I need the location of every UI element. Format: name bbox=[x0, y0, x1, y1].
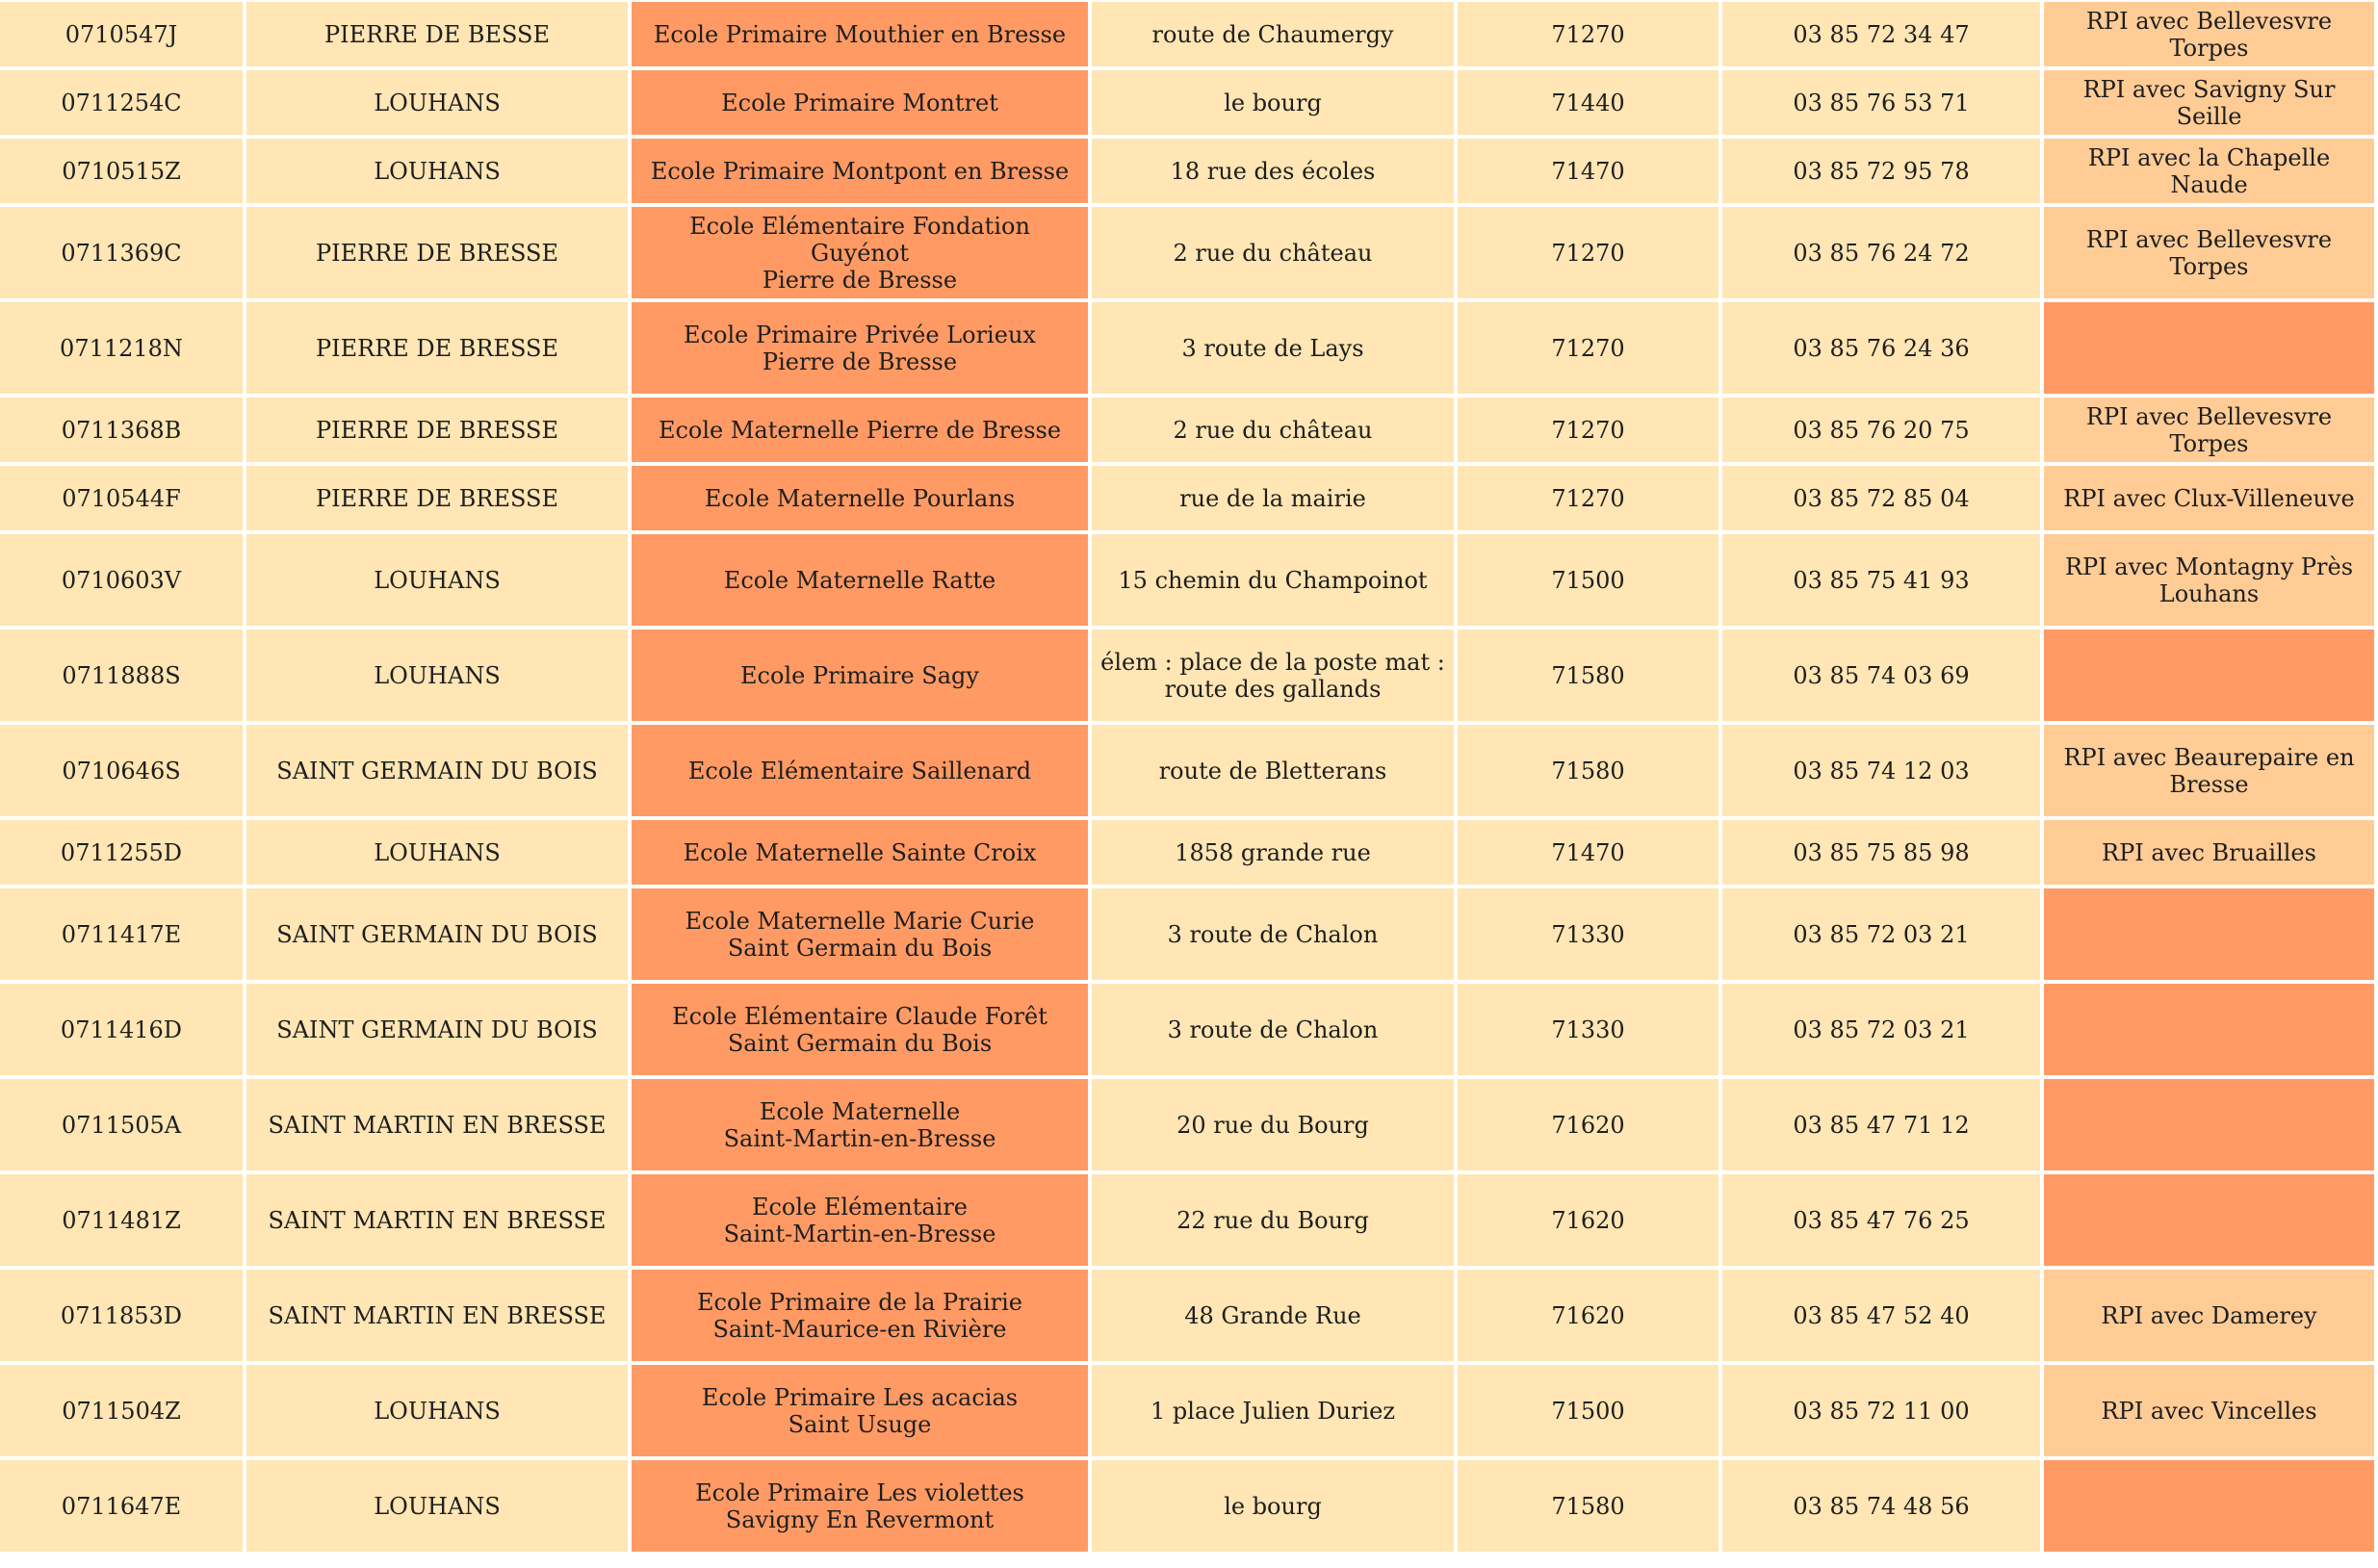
phone-cell: 03 85 76 24 36 bbox=[1722, 302, 2040, 394]
uai-cell: 0711218N bbox=[0, 302, 243, 394]
address-cell: 18 rue des écoles bbox=[1092, 139, 1454, 203]
school-name-line: Ecole Primaire Privée Lorieux bbox=[684, 321, 1036, 348]
table-row bbox=[0, 984, 2374, 1075]
school-name-cell bbox=[632, 534, 1088, 626]
address-cell: 20 rue du Bourg bbox=[1092, 1079, 1454, 1170]
phone-cell: 03 85 76 24 72 bbox=[1722, 207, 2040, 298]
postal-code-cell: 71470 bbox=[1458, 139, 1719, 203]
address-cell: rue de la mairie bbox=[1092, 466, 1454, 530]
rpi-cell: RPI avec Damerey bbox=[2044, 1270, 2374, 1361]
address-cell: 22 rue du Bourg bbox=[1092, 1174, 1454, 1266]
school-name-line: Ecole Maternelle Sainte Croix bbox=[683, 838, 1037, 866]
school-name-line: Saint Usuge bbox=[788, 1410, 932, 1438]
postal-code-cell: 71270 bbox=[1458, 2, 1719, 66]
rpi-cell bbox=[2044, 984, 2374, 1075]
school-name-cell bbox=[632, 1174, 1088, 1266]
school-name-cell bbox=[632, 1079, 1088, 1170]
rpi-cell: RPI avec Bellevesvre Torpes bbox=[2044, 207, 2374, 298]
uai-cell: 0711254C bbox=[0, 70, 243, 135]
phone-cell: 03 85 47 52 40 bbox=[1722, 1270, 2040, 1361]
school-name-line: Saint-Martin-en-Bresse bbox=[723, 1220, 996, 1247]
school-name-line: Ecole Primaire Montret bbox=[721, 89, 998, 116]
phone-cell: 03 85 74 03 69 bbox=[1722, 630, 2040, 721]
school-name-line: Saint Germain du Bois bbox=[727, 1029, 993, 1057]
postal-code-cell: 71500 bbox=[1458, 534, 1719, 626]
phone-cell: 03 85 47 76 25 bbox=[1722, 1174, 2040, 1266]
rpi-cell bbox=[2044, 630, 2374, 721]
table-row bbox=[0, 139, 2374, 203]
school-name-cell bbox=[632, 725, 1088, 816]
postal-code-cell: 71580 bbox=[1458, 1460, 1719, 1552]
school-name-line: Ecole Maternelle bbox=[759, 1097, 961, 1125]
rpi-cell: RPI avec Clux-Villeneuve bbox=[2044, 466, 2374, 530]
phone-cell: 03 85 72 95 78 bbox=[1722, 139, 2040, 203]
school-name-line: Saint-Martin-en-Bresse bbox=[723, 1124, 996, 1152]
school-name-cell bbox=[632, 302, 1088, 394]
uai-cell: 0711647E bbox=[0, 1460, 243, 1552]
school-name-cell bbox=[632, 630, 1088, 721]
phone-cell: 03 85 72 03 21 bbox=[1722, 888, 2040, 980]
address-cell: route de Chaumergy bbox=[1092, 2, 1454, 66]
postal-code-cell: 71500 bbox=[1458, 1365, 1719, 1456]
circonscription-cell: LOUHANS bbox=[246, 1365, 628, 1456]
circonscription-cell: SAINT GERMAIN DU BOIS bbox=[246, 725, 628, 816]
rpi-cell: RPI avec Beaurepaire en Bresse bbox=[2044, 725, 2374, 816]
address-cell: 3 route de Lays bbox=[1092, 302, 1454, 394]
schools-table-body bbox=[0, 2, 2374, 1552]
school-name-line: Ecole Elémentaire Fondation Guyénot bbox=[689, 212, 1030, 267]
school-name-line: Ecole Primaire Les violettes bbox=[695, 1478, 1024, 1506]
school-name-line: Ecole Maternelle Marie Curie bbox=[685, 907, 1035, 935]
circonscription-cell: PIERRE DE BRESSE bbox=[246, 466, 628, 530]
circonscription-cell: SAINT MARTIN EN BRESSE bbox=[246, 1079, 628, 1170]
uai-cell: 0710515Z bbox=[0, 139, 243, 203]
postal-code-cell: 71270 bbox=[1458, 302, 1719, 394]
table-row bbox=[0, 725, 2374, 816]
uai-cell: 0711416D bbox=[0, 984, 243, 1075]
school-name-line: Saint-Maurice-en Rivière bbox=[712, 1315, 1007, 1343]
phone-cell: 03 85 74 12 03 bbox=[1722, 725, 2040, 816]
address-cell: 48 Grande Rue bbox=[1092, 1270, 1454, 1361]
school-name-cell bbox=[632, 139, 1088, 203]
rpi-cell bbox=[2044, 1079, 2374, 1170]
uai-cell: 0711255D bbox=[0, 820, 243, 885]
circonscription-cell: PIERRE DE BRESSE bbox=[246, 302, 628, 394]
table-row bbox=[0, 207, 2374, 298]
circonscription-cell: PIERRE DE BESSE bbox=[246, 2, 628, 66]
school-name-cell bbox=[632, 820, 1088, 885]
table-row bbox=[0, 534, 2374, 626]
school-name-line: Ecole Primaire Montpont en Bresse bbox=[650, 157, 1070, 185]
school-name-cell bbox=[632, 1460, 1088, 1552]
school-name-cell bbox=[632, 70, 1088, 135]
postal-code-cell: 71580 bbox=[1458, 725, 1719, 816]
school-name-line: Ecole Primaire Mouthier en Bresse bbox=[653, 20, 1067, 48]
school-name-line: Ecole Primaire Sagy bbox=[740, 661, 979, 689]
postal-code-cell: 71440 bbox=[1458, 70, 1719, 135]
circonscription-cell: LOUHANS bbox=[246, 630, 628, 721]
uai-cell: 0711369C bbox=[0, 207, 243, 298]
uai-cell: 0710646S bbox=[0, 725, 243, 816]
school-name-cell bbox=[632, 2, 1088, 66]
school-name-line: Ecole Maternelle Pierre de Bresse bbox=[658, 416, 1062, 444]
school-name-line: Ecole Elémentaire Claude Forêt bbox=[672, 1002, 1047, 1030]
address-cell: 1858 grande rue bbox=[1092, 820, 1454, 885]
table-row bbox=[0, 70, 2374, 135]
postal-code-cell: 71330 bbox=[1458, 984, 1719, 1075]
rpi-cell: RPI avec Bellevesvre Torpes bbox=[2044, 2, 2374, 66]
phone-cell: 03 85 72 03 21 bbox=[1722, 984, 2040, 1075]
circonscription-cell: SAINT GERMAIN DU BOIS bbox=[246, 888, 628, 980]
school-name-line: Ecole Primaire Les acacias bbox=[701, 1383, 1019, 1411]
rpi-cell bbox=[2044, 1174, 2374, 1266]
address-cell: le bourg bbox=[1092, 70, 1454, 135]
postal-code-cell: 71270 bbox=[1458, 398, 1719, 462]
table-row bbox=[0, 888, 2374, 980]
phone-cell: 03 85 72 34 47 bbox=[1722, 2, 2040, 66]
school-name-line: Ecole Maternelle Ratte bbox=[723, 566, 996, 594]
school-name-line: Pierre de Bresse bbox=[762, 266, 958, 294]
circonscription-cell: LOUHANS bbox=[246, 1460, 628, 1552]
school-name-cell bbox=[632, 398, 1088, 462]
circonscription-cell: LOUHANS bbox=[246, 139, 628, 203]
rpi-cell: RPI avec Bruailles bbox=[2044, 820, 2374, 885]
uai-cell: 0711368B bbox=[0, 398, 243, 462]
table-row bbox=[0, 398, 2374, 462]
address-cell: 3 route de Chalon bbox=[1092, 984, 1454, 1075]
phone-cell: 03 85 76 20 75 bbox=[1722, 398, 2040, 462]
rpi-cell: RPI avec la Chapelle Naude bbox=[2044, 139, 2374, 203]
address-cell: 2 rue du château bbox=[1092, 207, 1454, 298]
postal-code-cell: 71470 bbox=[1458, 820, 1719, 885]
uai-cell: 0711504Z bbox=[0, 1365, 243, 1456]
circonscription-cell: LOUHANS bbox=[246, 70, 628, 135]
table-row bbox=[0, 1460, 2374, 1552]
uai-cell: 0711853D bbox=[0, 1270, 243, 1361]
postal-code-cell: 71620 bbox=[1458, 1079, 1719, 1170]
postal-code-cell: 71270 bbox=[1458, 466, 1719, 530]
uai-cell: 0711505A bbox=[0, 1079, 243, 1170]
postal-code-cell: 71620 bbox=[1458, 1270, 1719, 1361]
uai-cell: 0711888S bbox=[0, 630, 243, 721]
circonscription-cell: LOUHANS bbox=[246, 534, 628, 626]
phone-cell: 03 85 74 48 56 bbox=[1722, 1460, 2040, 1552]
postal-code-cell: 71270 bbox=[1458, 207, 1719, 298]
rpi-cell: RPI avec Bellevesvre Torpes bbox=[2044, 398, 2374, 462]
uai-cell: 0710603V bbox=[0, 534, 243, 626]
postal-code-cell: 71330 bbox=[1458, 888, 1719, 980]
circonscription-cell: SAINT MARTIN EN BRESSE bbox=[246, 1270, 628, 1361]
phone-cell: 03 85 75 85 98 bbox=[1722, 820, 2040, 885]
rpi-cell: RPI avec Savigny Sur Seille bbox=[2044, 70, 2374, 135]
address-cell: 1 place Julien Duriez bbox=[1092, 1365, 1454, 1456]
rpi-cell bbox=[2044, 888, 2374, 980]
phone-cell: 03 85 76 53 71 bbox=[1722, 70, 2040, 135]
school-name-cell bbox=[632, 466, 1088, 530]
table-row bbox=[0, 1174, 2374, 1266]
address-cell: route de Bletterans bbox=[1092, 725, 1454, 816]
postal-code-cell: 71620 bbox=[1458, 1174, 1719, 1266]
school-name-line: Saint Germain du Bois bbox=[727, 934, 993, 962]
phone-cell: 03 85 72 11 00 bbox=[1722, 1365, 2040, 1456]
school-name-line: Ecole Primaire de la Prairie bbox=[696, 1288, 1023, 1316]
rpi-cell: RPI avec Montagny Près Louhans bbox=[2044, 534, 2374, 626]
school-name-line: Pierre de Bresse bbox=[762, 347, 958, 375]
circonscription-cell: LOUHANS bbox=[246, 820, 628, 885]
rpi-cell bbox=[2044, 302, 2374, 394]
phone-cell: 03 85 47 71 12 bbox=[1722, 1079, 2040, 1170]
table-row bbox=[0, 302, 2374, 394]
circonscription-cell: PIERRE DE BRESSE bbox=[246, 207, 628, 298]
table-row bbox=[0, 1365, 2374, 1456]
table-row bbox=[0, 630, 2374, 721]
phone-cell: 03 85 72 85 04 bbox=[1722, 466, 2040, 530]
uai-cell: 0711481Z bbox=[0, 1174, 243, 1266]
address-cell: 2 rue du château bbox=[1092, 398, 1454, 462]
school-name-cell bbox=[632, 1270, 1088, 1361]
table-row bbox=[0, 1079, 2374, 1170]
address-cell: 15 chemin du Champoinot bbox=[1092, 534, 1454, 626]
rpi-cell bbox=[2044, 1460, 2374, 1552]
phone-cell: 03 85 75 41 93 bbox=[1722, 534, 2040, 626]
address-cell: le bourg bbox=[1092, 1460, 1454, 1552]
uai-cell: 0710544F bbox=[0, 466, 243, 530]
address-cell: élem : place de la poste mat : route des gallands bbox=[1092, 630, 1454, 721]
school-name-cell bbox=[632, 207, 1088, 298]
school-name-cell bbox=[632, 888, 1088, 980]
school-name-line: Ecole Maternelle Pourlans bbox=[704, 484, 1016, 512]
school-name-line: Ecole Elémentaire bbox=[751, 1193, 969, 1221]
rpi-cell: RPI avec Vincelles bbox=[2044, 1365, 2374, 1456]
postal-code-cell: 71580 bbox=[1458, 630, 1719, 721]
table-row bbox=[0, 1270, 2374, 1361]
table-row bbox=[0, 466, 2374, 530]
uai-cell: 0711417E bbox=[0, 888, 243, 980]
circonscription-cell: PIERRE DE BRESSE bbox=[246, 398, 628, 462]
address-cell: 3 route de Chalon bbox=[1092, 888, 1454, 980]
table-row bbox=[0, 820, 2374, 885]
table-row bbox=[0, 2, 2374, 66]
circonscription-cell: SAINT MARTIN EN BRESSE bbox=[246, 1174, 628, 1266]
school-name-cell bbox=[632, 984, 1088, 1075]
circonscription-cell: SAINT GERMAIN DU BOIS bbox=[246, 984, 628, 1075]
school-name-line: Savigny En Revermont bbox=[725, 1505, 995, 1533]
school-name-line: Ecole Elémentaire Saillenard bbox=[687, 757, 1032, 784]
uai-cell: 0710547J bbox=[0, 2, 243, 66]
school-name-cell bbox=[632, 1365, 1088, 1456]
